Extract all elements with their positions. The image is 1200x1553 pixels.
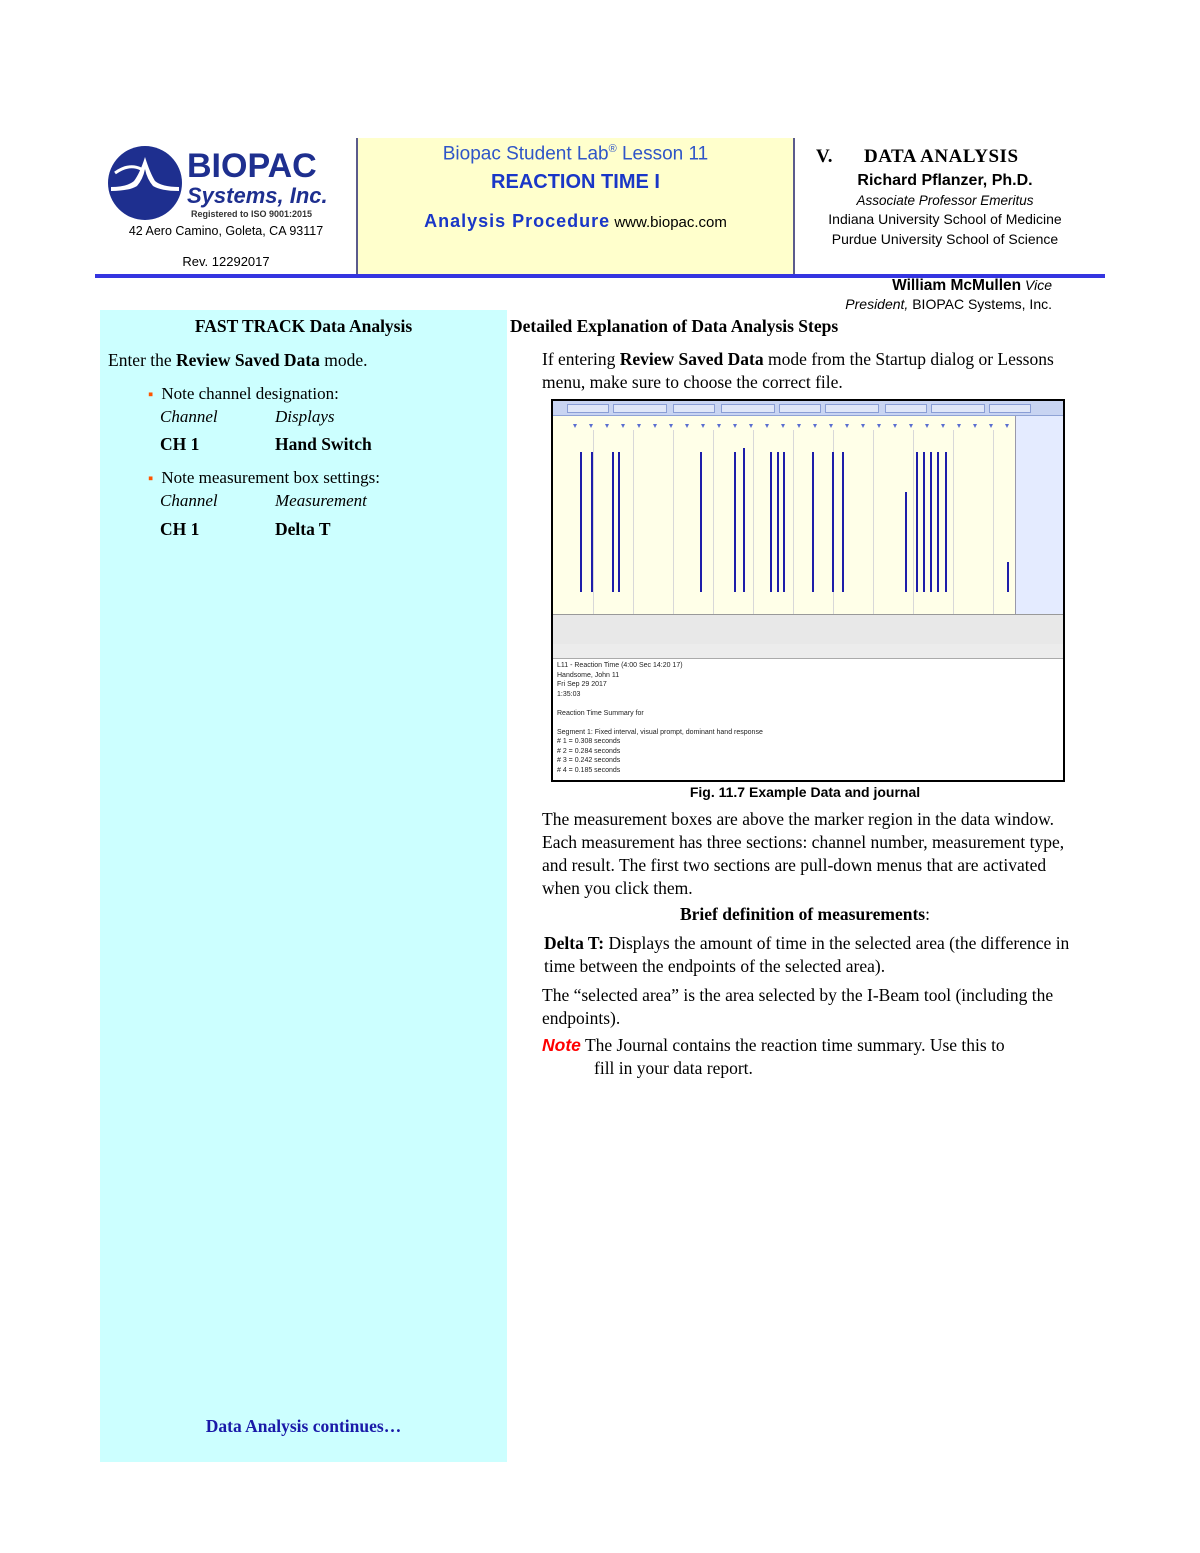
- figure-caption: Fig. 11.7 Example Data and journal: [689, 784, 921, 800]
- hand-switch-pulse: [591, 452, 593, 592]
- grid-line: [753, 430, 754, 614]
- note: Note The Journal contains the reaction time summary. Use this to fill in your data report.: [542, 1035, 1005, 1078]
- header-section-block: [795, 138, 1105, 274]
- hand-switch-pulse: [1007, 562, 1009, 592]
- logo-registered: Registered to ISO 9001:2015: [191, 209, 313, 219]
- paragraph: The “selected area” is the area selected by the I-Beam tool (including the endpoints).: [542, 985, 1054, 1028]
- note-label: Note: [542, 1035, 581, 1055]
- marker-icon: [893, 424, 897, 428]
- table-cell: Delta T: [275, 519, 331, 539]
- marker-icon: [1005, 424, 1009, 428]
- fast-track-column: [100, 310, 507, 1462]
- hand-switch-pulse: [612, 452, 614, 592]
- marker-icon: [717, 424, 721, 428]
- fast-track-intro: Enter the Review Saved Data mode.: [108, 350, 368, 370]
- hand-switch-pulse: [770, 452, 772, 592]
- marker-icon: [797, 424, 801, 428]
- table-header: Measurement: [275, 491, 367, 510]
- table-header: Channel: [160, 407, 218, 426]
- marker-icon: [813, 424, 817, 428]
- marker-icon: [909, 424, 913, 428]
- grid-line: [913, 430, 914, 614]
- continues-note: Data Analysis continues…: [205, 1416, 402, 1436]
- grid-line: [793, 430, 794, 614]
- hand-switch-pulse: [842, 452, 844, 592]
- grid-line: [713, 430, 714, 614]
- marker-icon: [637, 424, 641, 428]
- measurement-box: [721, 404, 775, 413]
- measurement-box: [567, 404, 609, 413]
- measurement-box: [673, 404, 715, 413]
- hand-switch-pulse: [905, 492, 907, 592]
- journal-text: [557, 661, 1057, 775]
- table-header: Displays: [275, 407, 335, 426]
- list-item: ▪ Note channel designation:: [148, 384, 339, 403]
- journal-line: 1:35:03: [557, 690, 581, 698]
- logo-brand: BIOPAC: [187, 147, 317, 185]
- journal-line: Fri Sep 29 2017: [557, 681, 607, 688]
- measurement-box: [989, 404, 1031, 413]
- grid-line: [633, 430, 634, 614]
- hand-switch-pulse: [580, 452, 582, 592]
- page-header: [95, 138, 1105, 278]
- marker-icon: [749, 424, 753, 428]
- journal-line: [557, 699, 1057, 709]
- hand-switch-pulse: [700, 452, 702, 592]
- marker-icon: [957, 424, 961, 428]
- hand-switch-pulse: [937, 452, 939, 592]
- hand-switch-pulse: [832, 452, 834, 592]
- procedure-line: [358, 211, 793, 232]
- marker-icon: [941, 424, 945, 428]
- data-window[interactable]: [553, 416, 1015, 614]
- marker-icon: [765, 424, 769, 428]
- author-affiliation: Purdue University School of Science: [831, 231, 1059, 247]
- example-data-screenshot: [551, 399, 1065, 782]
- grid-line: [673, 430, 674, 614]
- company-address: 42 Aero Camino, Goleta, CA 93117: [128, 224, 324, 238]
- table-cell: Hand Switch: [275, 434, 372, 454]
- hand-switch-pulse: [812, 452, 814, 592]
- table-cell: CH 1: [160, 519, 200, 539]
- definition: Delta T: Displays the amount of time in the selected area (the difference in time between the endpoints of the selected area).: [544, 933, 1070, 976]
- logo-sub: Systems, Inc.: [187, 183, 328, 208]
- table-cell: CH 1: [160, 434, 200, 454]
- marker-icon: [877, 424, 881, 428]
- journal-line: L11 - Reaction Time (4:00 Sec 14:20 17): [557, 662, 683, 669]
- marker-icon: [781, 424, 785, 428]
- marker-icon: [973, 424, 977, 428]
- measurement-box: [825, 404, 879, 413]
- list-item: ▪ Note measurement box settings:: [148, 468, 380, 487]
- marker-icon: [845, 424, 849, 428]
- hand-switch-pulse: [923, 452, 925, 592]
- journal-line: [557, 718, 1057, 728]
- fast-track-heading: FAST TRACK Data Analysis: [194, 316, 413, 336]
- marker-icon: [573, 424, 577, 428]
- marker-icon: [685, 424, 689, 428]
- marker-icon: [733, 424, 737, 428]
- bullet-icon: ▪: [148, 387, 154, 403]
- hand-switch-pulse: [916, 452, 918, 592]
- measurement-box: [613, 404, 667, 413]
- hand-switch-pulse: [945, 452, 947, 592]
- hand-switch-pulse: [930, 452, 932, 592]
- journal-line: # 1 = 0.308 seconds: [557, 738, 621, 745]
- hand-switch-pulse: [743, 448, 745, 592]
- hand-switch-pulse: [783, 452, 785, 592]
- marker-icon: [989, 424, 993, 428]
- lesson-title: Biopac Student Lab® Lesson 11: [442, 143, 709, 165]
- measurement-toolbar: [553, 401, 1063, 416]
- hand-switch-pulse: [618, 452, 620, 592]
- lesson-topic: REACTION TIME I: [491, 171, 660, 194]
- marker-icon: [589, 424, 593, 428]
- journal-line: # 4 = 0.185 seconds: [557, 766, 621, 774]
- header-lesson-block: [358, 138, 793, 274]
- journal-line: Handsome, John 11: [557, 671, 620, 679]
- detailed-heading: Detailed Explanation of Data Analysis Steps: [510, 316, 839, 336]
- second-author: William McMullen Vice President, BIOPAC Systems, Inc.: [845, 277, 1052, 312]
- marker-icon: [701, 424, 705, 428]
- time-scrollbar[interactable]: [553, 614, 1063, 645]
- marker-icon: [621, 424, 625, 428]
- grid-line: [953, 430, 954, 614]
- website-link[interactable]: www.biopac.com: [614, 214, 727, 232]
- biopac-logo-icon: [107, 143, 332, 223]
- grid-line: [993, 430, 994, 614]
- measurement-box: [885, 404, 927, 413]
- marker-icon: [829, 424, 833, 428]
- section-heading: V. DATA ANALYSIS: [816, 146, 1019, 167]
- journal-toolbar: [553, 644, 1063, 659]
- procedure-label: Analysis Procedure: [424, 211, 611, 232]
- measurement-box: [779, 404, 821, 413]
- journal-line: Segment 1: Fixed interval, visual prompt, dominant hand response: [557, 728, 763, 736]
- marker-icon: [653, 424, 657, 428]
- author-affiliation: Indiana University School of Medicine: [828, 211, 1062, 227]
- journal-line: # 2 = 0.284 seconds: [557, 747, 621, 755]
- marker-icon: [669, 424, 673, 428]
- paragraph: If entering Review Saved Data mode from the Startup dialog or Lessons menu, make sure to choose the correct file.: [542, 349, 1054, 392]
- table-header: Channel: [160, 491, 218, 510]
- marker-icon: [861, 424, 865, 428]
- hand-switch-pulse: [734, 452, 736, 592]
- revision-number: Rev. 12292017: [182, 254, 270, 269]
- paragraph: The measurement boxes are above the marker region in the data window. Each measurement has three sections: channel number, measurement type, and result. The first two sections are pull-down menus that are activated when you click them.: [542, 809, 1065, 898]
- hand-switch-pulse: [777, 452, 779, 592]
- bullet-icon: ▪: [148, 471, 154, 487]
- measurement-box: [931, 404, 985, 413]
- subheading: Brief definition of measurements:: [679, 904, 930, 924]
- grid-line: [873, 430, 874, 614]
- author-name: Richard Pflanzer, Ph.D.: [857, 172, 1033, 189]
- marker-icon: [925, 424, 929, 428]
- grid-line: [593, 430, 594, 614]
- journal-line: # 3 = 0.242 seconds: [557, 757, 621, 764]
- marker-icon: [605, 424, 609, 428]
- scale-panel: [1015, 416, 1064, 614]
- journal-line: Reaction Time Summary for: [557, 709, 644, 717]
- author-title: Associate Professor Emeritus: [856, 193, 1034, 208]
- header-logo-block: [95, 138, 357, 274]
